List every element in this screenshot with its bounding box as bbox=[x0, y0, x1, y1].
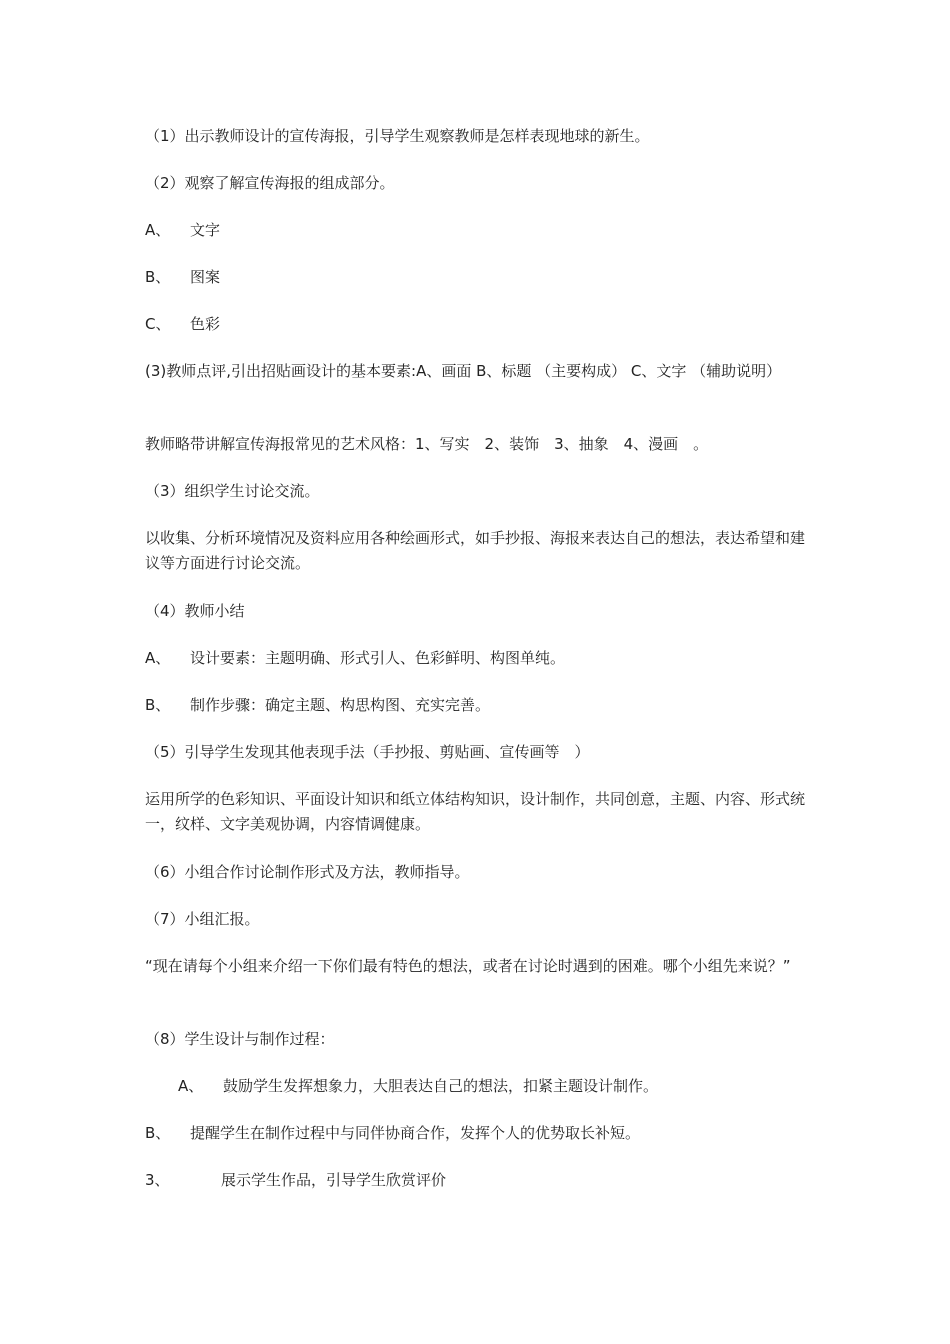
list-item bbox=[145, 693, 810, 718]
paragraph-step-5: （5）引导学生发现其他表现手法（手抄报、剪贴画、宣传画等 ） bbox=[145, 743, 590, 761]
paragraph-teacher-comment: (3)教师点评,引出招贴画设计的基本要素:A、画面 B、标题 （主要构成） C、文字 （辅助说明） bbox=[145, 362, 782, 380]
list-item bbox=[145, 218, 810, 243]
list-item-label: A、 bbox=[178, 1077, 204, 1095]
paragraph-discussion: 以收集、分析环境情况及资料应用各种绘画形式，如手抄报、海报来表达自己的想法，表达希望和建议等方面进行讨论交流。 bbox=[145, 529, 806, 572]
list-item-text: 图案 bbox=[190, 268, 221, 286]
paragraph-step-6: （6）小组合作讨论制作形式及方法，教师指导。 bbox=[145, 863, 470, 881]
list-item-label: B、 bbox=[145, 696, 171, 714]
paragraph-step-8: （8）学生设计与制作过程： bbox=[145, 1030, 335, 1048]
paragraph-step-1: （1）出示教师设计的宣传海报，引导学生观察教师是怎样表现地球的新生。 bbox=[145, 127, 650, 145]
list-item bbox=[145, 265, 810, 290]
list-item-text: 展示学生作品，引导学生欣赏评价 bbox=[221, 1171, 447, 1189]
paragraph-step-2: （2）观察了解宣传海报的组成部分。 bbox=[145, 174, 395, 192]
paragraph-step-4: （4）教师小结 bbox=[145, 602, 245, 620]
paragraph-quote: “现在请每个小组来介绍一下你们最有特色的想法，或者在讨论时遇到的困难。哪个小组先来说？” bbox=[145, 957, 791, 975]
list-item bbox=[145, 312, 810, 337]
list-item-label: B、 bbox=[145, 268, 171, 286]
list-item-text: 制作步骤：确定主题、构思构图、充实完善。 bbox=[190, 696, 491, 714]
list-item-text: 提醒学生在制作过程中与同伴协商合作，发挥个人的优势取长补短。 bbox=[190, 1124, 641, 1142]
list-item-text: 色彩 bbox=[190, 315, 221, 333]
paragraph-art-styles: 教师略带讲解宣传海报常见的艺术风格：1、写实 2、装饰 3、抽象 4、漫画 。 bbox=[145, 435, 709, 453]
list-item bbox=[178, 1074, 810, 1099]
list-item-text: 设计要素：主题明确、形式引人、色彩鲜明、构图单纯。 bbox=[190, 649, 566, 667]
list-item-label: 3、 bbox=[145, 1171, 170, 1189]
paragraph-step-7: （7）小组汇报。 bbox=[145, 910, 260, 928]
list-item-text: 鼓励学生发挥想象力，大胆表达自己的想法，扣紧主题设计制作。 bbox=[223, 1077, 659, 1095]
list-item-text: 文字 bbox=[190, 221, 221, 239]
list-item bbox=[145, 1168, 810, 1193]
list-item-label: B、 bbox=[145, 1124, 171, 1142]
list-item-label: A、 bbox=[145, 221, 171, 239]
list-item bbox=[145, 1121, 810, 1146]
paragraph-design-knowledge: 运用所学的色彩知识、平面设计知识和纸立体结构知识，设计制作，共同创意，主题、内容、形式统一，纹样、文字美观协调，内容情调健康。 bbox=[145, 790, 806, 833]
paragraph-step-3: （3）组织学生讨论交流。 bbox=[145, 482, 320, 500]
list-item bbox=[145, 646, 810, 671]
list-item-label: C、 bbox=[145, 315, 171, 333]
list-item-label: A、 bbox=[145, 649, 171, 667]
